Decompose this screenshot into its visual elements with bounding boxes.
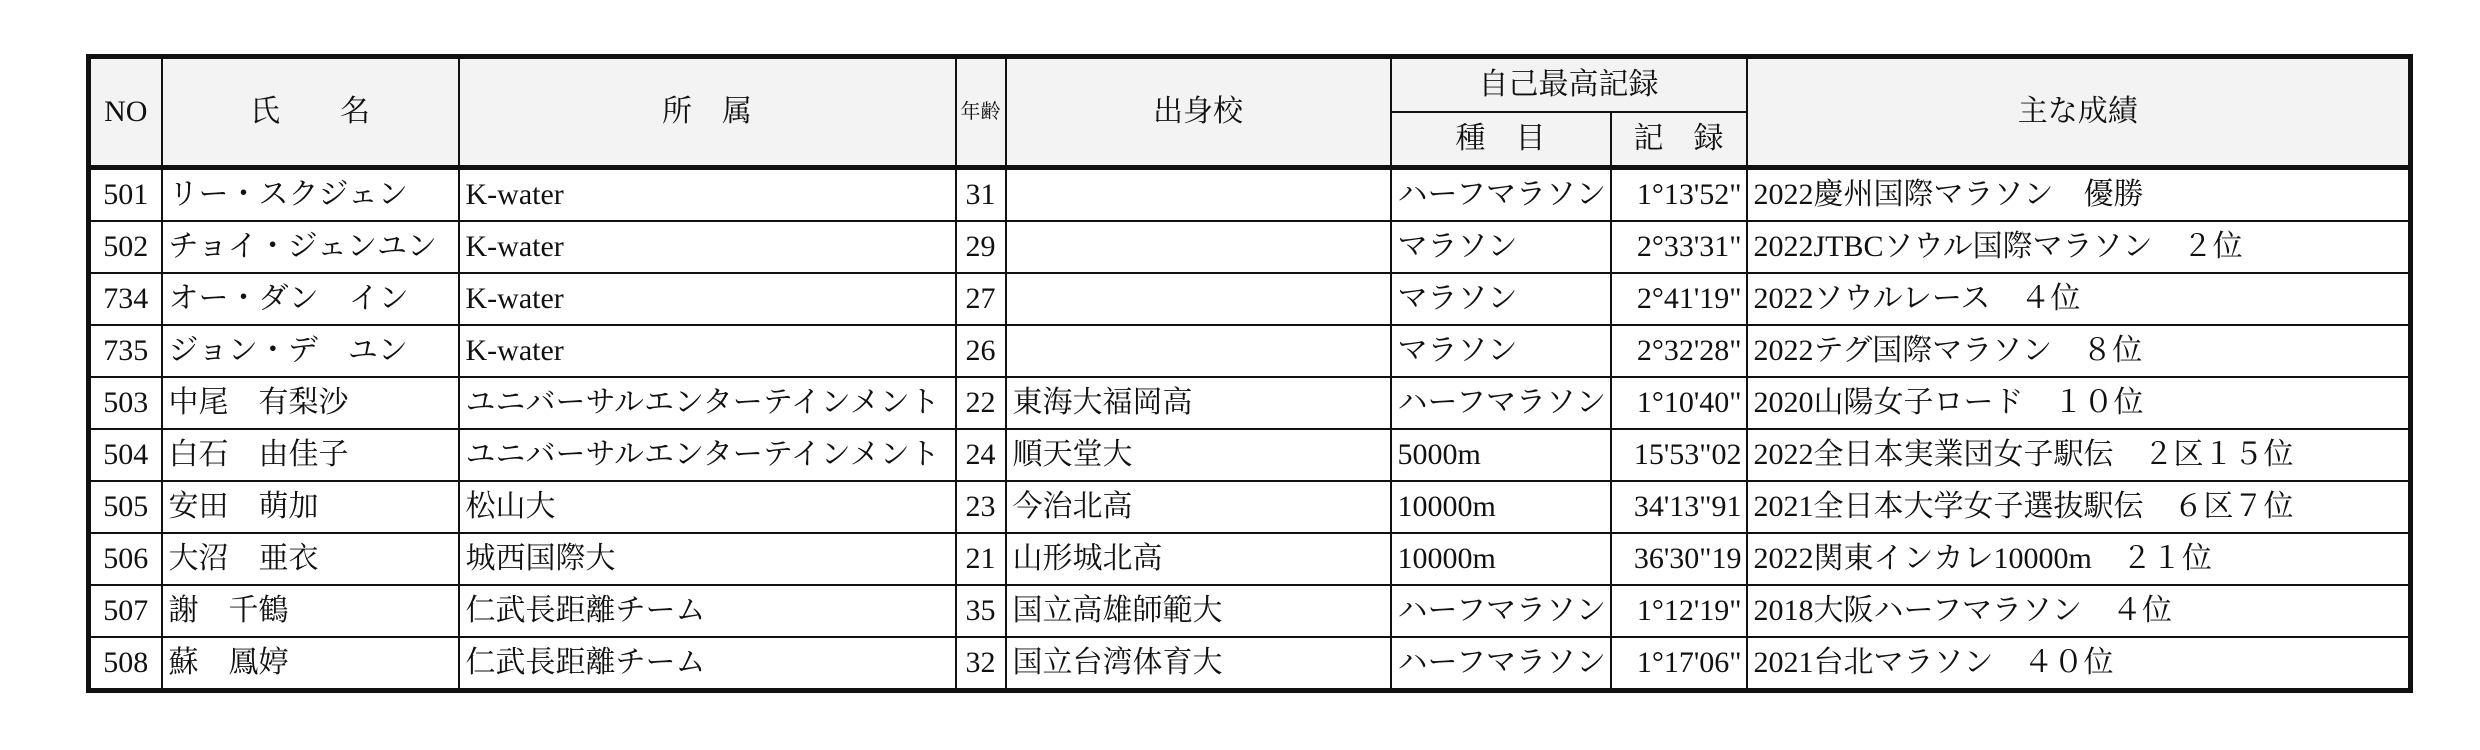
cell-record: 1°13'52" — [1611, 168, 1747, 222]
header-best-record: 自己最高記録 — [1391, 57, 1747, 113]
cell-age: 35 — [956, 585, 1006, 637]
cell-record: 1°12'19" — [1611, 585, 1747, 637]
cell-age: 32 — [956, 637, 1006, 691]
header-achievements: 主な成績 — [1747, 57, 2411, 168]
cell-achievement: 2022関東インカレ10000m ２１位 — [1747, 533, 2411, 585]
table-header — [89, 57, 2411, 168]
cell-achievement: 2022JTBCソウル国際マラソン ２位 — [1747, 221, 2411, 273]
table-row — [89, 273, 2411, 325]
cell-school: 順天堂大 — [1006, 429, 1391, 481]
cell-event: ハーフマラソン — [1391, 168, 1611, 222]
cell-event: マラソン — [1391, 273, 1611, 325]
cell-age: 26 — [956, 325, 1006, 377]
cell-school: 国立台湾体育大 — [1006, 637, 1391, 691]
header-no: NO — [89, 57, 162, 168]
cell-affiliation: 仁武長距離チーム — [459, 637, 956, 691]
cell-age: 24 — [956, 429, 1006, 481]
cell-school — [1006, 273, 1391, 325]
cell-achievement: 2022慶州国際マラソン 優勝 — [1747, 168, 2411, 222]
cell-school — [1006, 221, 1391, 273]
cell-affiliation: 松山大 — [459, 481, 956, 533]
cell-event: ハーフマラソン — [1391, 637, 1611, 691]
table-body — [89, 168, 2411, 691]
cell-school: 山形城北高 — [1006, 533, 1391, 585]
cell-name: 大沼 亜衣 — [162, 533, 459, 585]
cell-record: 36'30"19 — [1611, 533, 1747, 585]
cell-record: 2°33'31" — [1611, 221, 1747, 273]
cell-no: 506 — [89, 533, 162, 585]
table-row — [89, 168, 2411, 222]
table-row — [89, 325, 2411, 377]
cell-achievement: 2022ソウルレース ４位 — [1747, 273, 2411, 325]
cell-record: 2°41'19" — [1611, 273, 1747, 325]
table-row — [89, 637, 2411, 691]
cell-name: オー・ダン イン — [162, 273, 459, 325]
cell-name: 謝 千鶴 — [162, 585, 459, 637]
table-row — [89, 429, 2411, 481]
cell-affiliation: ユニバーサルエンターテインメント — [459, 377, 956, 429]
header-record: 記 録 — [1611, 112, 1747, 168]
cell-record: 15'53"02 — [1611, 429, 1747, 481]
cell-age: 29 — [956, 221, 1006, 273]
cell-affiliation: ユニバーサルエンターテインメント — [459, 429, 956, 481]
cell-school: 国立高雄師範大 — [1006, 585, 1391, 637]
table-row — [89, 377, 2411, 429]
cell-event: ハーフマラソン — [1391, 377, 1611, 429]
cell-event: 5000m — [1391, 429, 1611, 481]
table-row — [89, 221, 2411, 273]
header-school: 出身校 — [1006, 57, 1391, 168]
cell-affiliation: K-water — [459, 325, 956, 377]
header-age: 年齢 — [956, 57, 1006, 168]
cell-school — [1006, 325, 1391, 377]
cell-record: 34'13"91 — [1611, 481, 1747, 533]
header-event: 種 目 — [1391, 112, 1611, 168]
table-row — [89, 533, 2411, 585]
cell-achievement: 2021全日本大学女子選抜駅伝 ６区７位 — [1747, 481, 2411, 533]
cell-age: 27 — [956, 273, 1006, 325]
cell-school — [1006, 168, 1391, 222]
cell-name: 蘇 鳳婷 — [162, 637, 459, 691]
cell-age: 23 — [956, 481, 1006, 533]
cell-affiliation: K-water — [459, 221, 956, 273]
cell-event: 10000m — [1391, 533, 1611, 585]
cell-affiliation: K-water — [459, 168, 956, 222]
cell-school: 今治北高 — [1006, 481, 1391, 533]
cell-no: 734 — [89, 273, 162, 325]
cell-name: 白石 由佳子 — [162, 429, 459, 481]
cell-no: 505 — [89, 481, 162, 533]
cell-affiliation: 仁武長距離チーム — [459, 585, 956, 637]
cell-record: 1°10'40" — [1611, 377, 1747, 429]
cell-no: 503 — [89, 377, 162, 429]
cell-achievement: 2020山陽女子ロード １０位 — [1747, 377, 2411, 429]
cell-achievement: 2021台北マラソン ４０位 — [1747, 637, 2411, 691]
cell-no: 501 — [89, 168, 162, 222]
cell-no: 502 — [89, 221, 162, 273]
cell-event: 10000m — [1391, 481, 1611, 533]
entry-list-sheet — [86, 54, 2408, 693]
cell-achievement: 2022全日本実業団女子駅伝 ２区１５位 — [1747, 429, 2411, 481]
cell-age: 21 — [956, 533, 1006, 585]
header-affiliation: 所 属 — [459, 57, 956, 168]
athlete-table — [86, 54, 2413, 693]
cell-no: 735 — [89, 325, 162, 377]
cell-name: リー・スクジェン — [162, 168, 459, 222]
cell-name: 中尾 有梨沙 — [162, 377, 459, 429]
cell-age: 22 — [956, 377, 1006, 429]
cell-event: マラソン — [1391, 325, 1611, 377]
table-row — [89, 585, 2411, 637]
cell-age: 31 — [956, 168, 1006, 222]
cell-event: マラソン — [1391, 221, 1611, 273]
cell-name: ジョン・デ ユン — [162, 325, 459, 377]
cell-no: 508 — [89, 637, 162, 691]
cell-no: 507 — [89, 585, 162, 637]
table-row — [89, 481, 2411, 533]
cell-event: ハーフマラソン — [1391, 585, 1611, 637]
cell-school: 東海大福岡高 — [1006, 377, 1391, 429]
header-name: 氏 名 — [162, 57, 459, 168]
cell-no: 504 — [89, 429, 162, 481]
cell-record: 2°32'28" — [1611, 325, 1747, 377]
cell-name: チョイ・ジェンユン — [162, 221, 459, 273]
cell-achievement: 2022テグ国際マラソン ８位 — [1747, 325, 2411, 377]
cell-affiliation: 城西国際大 — [459, 533, 956, 585]
cell-name: 安田 萌加 — [162, 481, 459, 533]
cell-affiliation: K-water — [459, 273, 956, 325]
cell-achievement: 2018大阪ハーフマラソン ４位 — [1747, 585, 2411, 637]
cell-record: 1°17'06" — [1611, 637, 1747, 691]
